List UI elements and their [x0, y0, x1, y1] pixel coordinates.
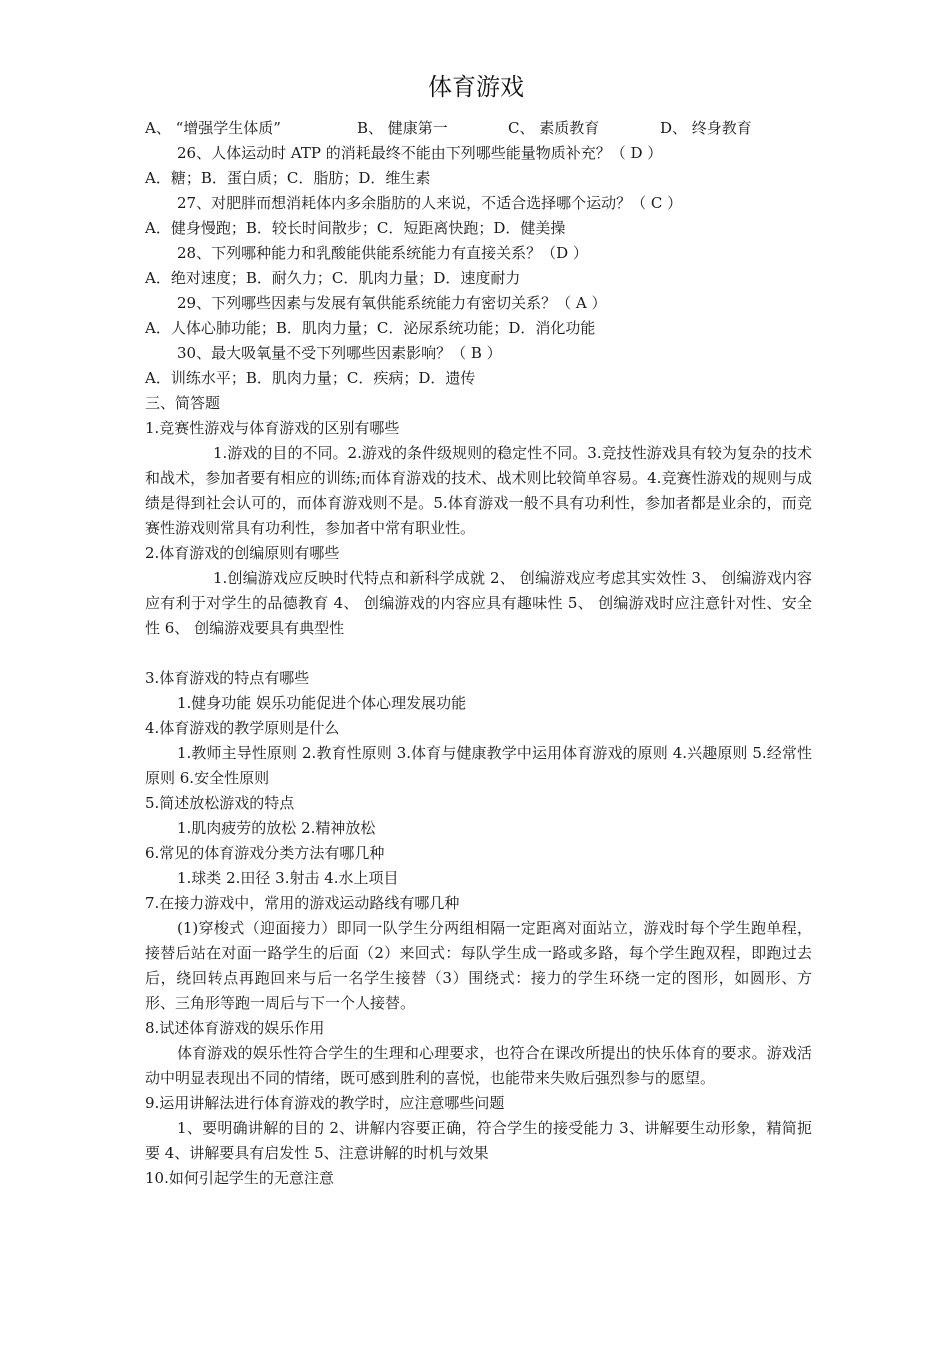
- question-27: 27、对肥胖而想消耗体内多余脂肪的人来说，不适合选择哪个运动？（ C ）: [177, 194, 683, 212]
- answer-4: 1.教师主导性原则 2.教育性原则 3.体育与健康教学中运用体育游戏的原则 4.兴趣原则 5.经常性原则 6.安全性原则: [145, 744, 812, 787]
- short-question-8: 8.试述体育游戏的娱乐作用: [145, 1019, 325, 1037]
- document-body: [145, 116, 812, 1191]
- short-question-10: 10.如何引起学生的无意注意: [145, 1169, 334, 1187]
- option-a: A、 “增强学生体质”: [145, 119, 281, 137]
- question-26: 26、人体运动时 ATP 的消耗最终不能由下列哪些能量物质补充？（ D ）: [177, 144, 663, 162]
- question-30: 30、最大吸氧量不受下列哪些因素影响？（ B ）: [177, 344, 502, 362]
- answer-6: 1.球类 2.田径 3.射击 4.水上项目: [177, 869, 399, 887]
- answer-9: 1、要明确讲解的目的 2、讲解内容要正确，符合学生的接受能力 3、讲解要生动形象，精简扼要 4、讲解要具有启发性 5、注意讲解的时机与效果: [145, 1119, 812, 1162]
- short-question-6: 6.常见的体育游戏分类方法有哪几种: [145, 844, 385, 862]
- question-30-options: A．训练水平；B．肌肉力量；C．疾病；D．遗传: [145, 369, 476, 387]
- option-b: B、 健康第一: [357, 119, 448, 137]
- short-question-7: 7.在接力游戏中，常用的游戏运动路线有哪几种: [145, 894, 460, 912]
- question-28-options: A．绝对速度；B．耐久力；C．肌肉力量；D．速度耐力: [145, 269, 521, 287]
- answer-options-row: [145, 116, 812, 141]
- document-title: 体育游戏: [428, 73, 524, 101]
- answer-1: 1.游戏的目的不同。2.游戏的条件级规则的稳定性不同。3.竞技性游戏具有较为复杂的技术和战术，参加者要有相应的训练;而体育游戏的技术、战术则比较简单容易。4.竞赛性游戏的规则与成绩是得到社会认可的，而体育游戏则不是。5.体育游戏一般不具有功利性，参加者都是业余的，而竞赛性游戏则常具有功利性，参加者中常有职业性。: [145, 444, 812, 537]
- blank-line: [145, 641, 812, 666]
- answer-5: 1.肌肉疲劳的放松 2.精神放松: [177, 819, 376, 837]
- section-heading: 三、简答题: [145, 394, 221, 412]
- question-29-options: A．人体心肺功能；B．肌肉力量；C．泌尿系统功能；D．消化功能: [145, 319, 596, 337]
- short-question-2: 2.体育游戏的创编原则有哪些: [145, 544, 340, 562]
- question-26-options: A．糖；B．蛋白质；C．脂肪；D．维生素: [145, 169, 431, 187]
- question-29: 29、下列哪些因素与发展有氧供能系统能力有密切关系？（ A ）: [177, 294, 607, 312]
- short-question-1: 1.竞赛性游戏与体育游戏的区别有哪些: [145, 419, 400, 437]
- question-28: 28、下列哪种能力和乳酸能供能系统能力有直接关系？（D ）: [177, 244, 588, 262]
- answer-7: (1)穿梭式（迎面接力）即同一队学生分两组相隔一定距离对面站立，游戏时每个学生跑单程，接替后站在对面一路学生的后面（2）来回式：每队学生成一路或多路，每个学生跑双程，即跑过去后，绕回转点再跑回来与后一名学生接替（3）围绕式：接力的学生环绕一定的图形，如圆形、方形、三角形等跑一周后与下一个人接替。: [145, 919, 812, 1012]
- short-question-3: 3.体育游戏的特点有哪些: [145, 669, 310, 687]
- question-27-options: A．健身慢跑；B．较长时间散步；C．短距离快跑；D．健美操: [145, 219, 566, 237]
- option-c: C、 素质教育: [508, 119, 600, 137]
- option-d: D、 终身教育: [660, 119, 752, 137]
- answer-2: 1.创编游戏应反映时代特点和新科学成就 2、 创编游戏应考虑其实效性 3、 创编游戏内容应有利于对学生的品德教育 4、 创编游戏的内容应具有趣味性 5、 创编游戏时应注意针对性、安全性 6、 创编游戏要具有典型性: [145, 569, 812, 637]
- answer-8: 体育游戏的娱乐性符合学生的生理和心理要求，也符合在课改所提出的快乐体育的要求。游戏活动中明显表现出不同的情绪，既可感到胜利的喜悦，也能带来失败后强烈参与的愿望。: [145, 1044, 812, 1087]
- short-question-4: 4.体育游戏的教学原则是什么: [145, 719, 340, 737]
- short-question-9: 9.运用讲解法进行体育游戏的教学时，应注意哪些问题: [145, 1094, 505, 1112]
- answer-3: 1.健身功能 娱乐功能促进个体心理发展功能: [177, 694, 467, 712]
- short-question-5: 5.简述放松游戏的特点: [145, 794, 295, 812]
